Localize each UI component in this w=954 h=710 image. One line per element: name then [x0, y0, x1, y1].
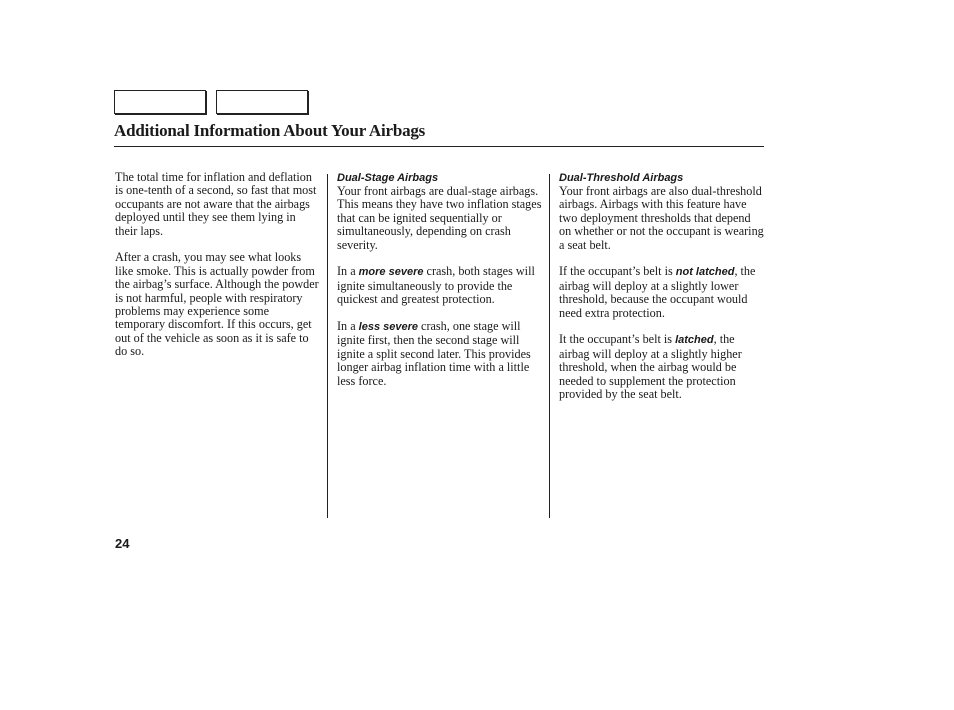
paragraph-latched — [559, 333, 764, 401]
text-segment: In a — [337, 319, 359, 334]
text-segment: It the occupant’s belt is — [559, 332, 676, 347]
text-segment: , the airbag will deploy at a slightly higher threshold, when the airbag would be needed to supplement the protection provided by the seat belt. — [559, 332, 742, 402]
emphasis-less-severe: less severe — [358, 321, 418, 334]
text-segment: If the occupant’s belt is — [559, 264, 676, 279]
heading-dual-stage: Dual-Stage Airbags — [337, 172, 439, 184]
nav-button-main-menu[interactable] — [114, 90, 206, 114]
heading-dual-threshold: Dual-Threshold Airbags — [559, 172, 684, 184]
column-left — [115, 171, 320, 372]
column-divider — [327, 174, 328, 518]
emphasis-more-severe: more severe — [358, 266, 424, 279]
nav-button-index[interactable] — [216, 90, 308, 114]
title-rule — [114, 146, 764, 147]
page-number: 24 — [115, 536, 130, 551]
text-segment: , the airbag will deploy at a slightly lower threshold, because the occupant would need extra protection. — [559, 264, 756, 320]
paragraph-more-severe — [337, 265, 542, 306]
paragraph-smoke-powder: After a crash, you may see what looks like smoke. This is actually powder from the airbag’s surface. Although the powder is not harmful, people with respiratory problems may experience some temporary discomfort. If this occurs, get out of the vehicle as soon as it is safe to do so. — [115, 250, 319, 359]
emphasis-latched: latched — [675, 334, 714, 347]
emphasis-not-latched: not latched — [675, 266, 735, 279]
paragraph-less-severe — [337, 320, 542, 388]
paragraph-dual-threshold-intro: Your front airbags are also dual-threshold airbags. Airbags with this feature have two deployment thresholds that depend on whether or not the occupant is wearing a seat belt. — [559, 184, 764, 252]
column-right — [559, 171, 764, 415]
paragraph-not-latched — [559, 265, 764, 320]
text-segment: crash, one stage will ignite first, then the second stage will ignite a split second later. This provides longer airbag inflation time with a little less force. — [337, 319, 531, 388]
page-title: Additional Information About Your Airbags — [114, 121, 426, 140]
column-middle — [337, 171, 542, 401]
paragraph-dual-stage-intro: Your front airbags are dual-stage airbags. This means they have two inflation stages that can be ignited sequentially or simultaneously, depending on crash severity. — [337, 184, 542, 252]
text-segment: In a — [337, 264, 359, 279]
column-divider — [549, 174, 550, 518]
paragraph-inflation-time: The total time for inflation and deflation is one-tenth of a second, so fast that most occupants are not aware that the airbags deployed until they see them lying in their laps. — [115, 170, 317, 238]
text-segment: crash, both stages will ignite simultaneously to provide the quickest and greatest protection. — [337, 264, 535, 307]
